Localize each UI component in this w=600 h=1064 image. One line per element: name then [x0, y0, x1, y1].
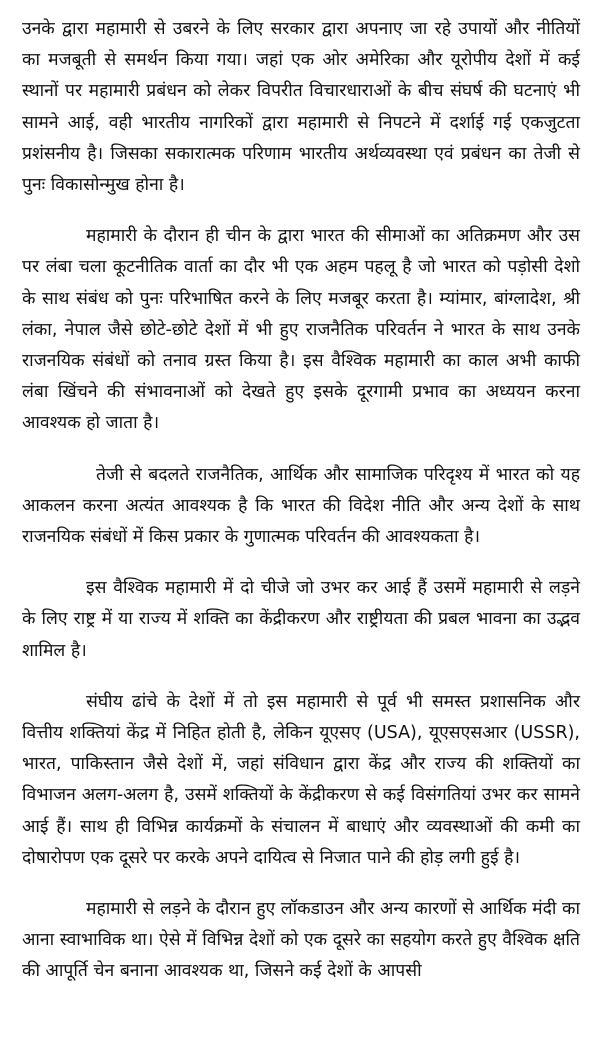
paragraph-4: इस वैश्विक महामारी में दो चीजे जो उभर कर आई हैं उसमें महामारी से लड़ने के लिए राष्ट्र में या राज्य में शक्ति का केंद्रीकरण और राष्ट्रीयता की प्रबल भावना का उद्भव शामिल है। — [22, 578, 580, 661]
paragraph-1: उनके द्वारा महामारी से उबरने के लिए सरकार द्वारा अपनाए जा रहे उपायों और नीतियों का मजबूती से समर्थन किया गया। जहां एक ओर अमेरिका और यूरोपीय देशों में कई स्थानों पर महामारी प्रबंधन को लेकर विपरीत विचारधाराओं के बीच संघर्ष की घटनाएं भी सामने आई, वही भारतीय नागरिकों द्वारा महामारी से निपटने में दर्शाई गई एकजुटता प्रशंसनीय है। जिसका सकारात्मक परिणाम भारतीय अर्थव्यवस्था एवं प्रबंधन का तेजी से पुनः विकासोन्मुख होना है। — [22, 19, 580, 196]
paragraph-3: तेजी से बदलते राजनैतिक, आर्थिक और सामाजिक परिदृश्य में भारत को यह आकलन करना अत्यंत आवश्यक है कि भारत की विदेश नीति और अन्य देशों के साथ राजनयिक संबंधों में किस प्रकार के गुणात्मक परिवर्तन की आवश्यकता है। — [22, 464, 580, 548]
paragraph-6: महामारी से लड़ने के दौरान हुए लॉकडाउन और अन्य कारणों से आर्थिक मंदी का आना स्वाभाविक था। ऐसे में विभिन्न देशों को एक दूसरे का सहयोग करते हुए वैश्विक क्षति की आपूर्ति चेन बनाना आवश्यक था, जिसने कई देशों के आपसी — [22, 899, 580, 982]
paragraph-5: संघीय ढांचे के देशों में तो इस महामारी से पूर्व भी समस्त प्रशासनिक और वित्तीय शक्तियां केंद्र में निहित होती है, लेकिन यूएसए (USA), यूएसएसआर (USSR), भारत, पाकिस्तान जैसे देशों में, जहां संविधान द्वारा केंद्र और राज्य की शक्तियों का विभाजन अलग-अलग है, उसमें शक्तियों के केंद्रीकरण से कई विसंगतियां उभर कर सामने आई हैं। साथ ही विभिन्न कार्यक्रमों के संचालन में बाधाएं और व्यवस्थाओं की कमी का दोषारोपण एक दूसरे पर करके अपने दायित्व से निजात पाने की होड़ लगी हुई है। — [22, 691, 580, 868]
paragraph-2: महामारी के दौरान ही चीन के द्वारा भारत की सीमाओं का अतिक्रमण और उस पर लंबा चला कूटनीतिक वार्ता का दौर भी एक अहम पहलू है जो भारत को पड़ोसी देशो के साथ संबंध को पुनः परिभाषित करने के लिए मजबूर करता है। म्यांमार, बांग्लादेश, श्री लंका, नेपाल जैसे छोटे-छोटे देशों में भी हुए राजनैतिक परिवर्तन ने भारत के साथ उनके राजनयिक संबंधों को तनाव ग्रस्त किया है। इस वैश्विक महामारी का काल अभी काफी लंबा खिंचने की संभावनाओं को देखते हुए इसके दूरगामी प्रभाव का अध्ययन करना आवश्यक हो जाता है। — [22, 226, 580, 434]
